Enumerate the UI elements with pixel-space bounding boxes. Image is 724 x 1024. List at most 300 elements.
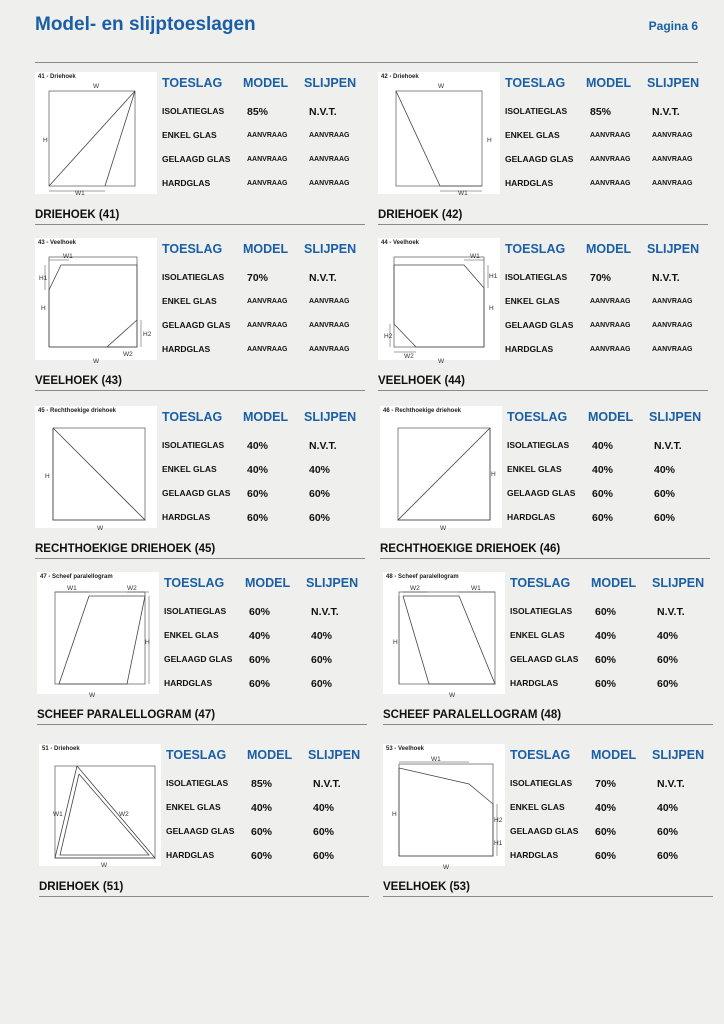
header-model: MODEL <box>243 242 289 256</box>
page-number: Pagina 6 <box>648 19 698 33</box>
shape-caption: SCHEEF PARALELLOGRAM (48) <box>383 709 562 721</box>
dimension-label: W <box>93 358 100 365</box>
shape-drawing <box>383 744 505 871</box>
caption-divider <box>35 390 365 391</box>
model-value: 70% <box>595 778 617 790</box>
model-value: 60% <box>592 512 614 524</box>
shape-card <box>35 72 365 227</box>
shape-diagram <box>378 72 500 197</box>
slijpen-value: 60% <box>657 850 679 862</box>
shape-caption: VEELHOEK (43) <box>35 375 122 387</box>
caption-divider <box>37 724 367 725</box>
dimension-label: W1 <box>431 756 441 763</box>
dimension-label: W2 <box>119 811 129 818</box>
model-value: 60% <box>595 654 617 666</box>
glass-type-label: ENKEL GLAS <box>166 802 221 812</box>
header-toeslag: TOESLAG <box>505 76 566 90</box>
caption-divider <box>380 558 710 559</box>
glass-type-label: ISOLATIEGLAS <box>505 272 568 282</box>
model-value: 60% <box>595 850 617 862</box>
header-toeslag: TOESLAG <box>162 242 223 256</box>
model-value: 60% <box>251 826 273 838</box>
surcharge-row <box>510 802 710 816</box>
surcharge-row <box>162 320 362 334</box>
model-value: 60% <box>251 850 273 862</box>
header-toeslag: TOESLAG <box>164 576 225 590</box>
slijpen-value: AANVRAAG <box>309 346 350 353</box>
surcharge-row <box>505 344 705 358</box>
slijpen-value: 60% <box>309 512 331 524</box>
shape-diagram <box>35 72 157 197</box>
surcharge-table <box>166 744 366 866</box>
dimension-label: W2 <box>123 351 133 358</box>
shape-diagram <box>35 238 157 365</box>
caption-divider <box>378 224 708 225</box>
surcharge-row <box>166 850 366 864</box>
slijpen-value: N.V.T. <box>313 778 341 790</box>
model-value: 60% <box>249 654 271 666</box>
slijpen-value: AANVRAAG <box>652 132 693 139</box>
dimension-label: H1 <box>494 840 503 847</box>
slijpen-value: N.V.T. <box>652 272 680 284</box>
glass-type-label: GELAAGD GLAS <box>162 320 231 330</box>
diagram-title: 53 - Veelhoek <box>386 746 425 752</box>
slijpen-value: 60% <box>311 654 333 666</box>
model-value: 60% <box>595 826 617 838</box>
surcharge-row <box>162 344 362 358</box>
dimension-label: H <box>145 639 150 646</box>
shape-card <box>35 406 365 561</box>
model-value: AANVRAAG <box>247 346 288 353</box>
surcharge-row <box>162 488 362 502</box>
model-value: 60% <box>249 678 271 690</box>
glass-type-label: GELAAGD GLAS <box>510 826 579 836</box>
surcharge-row <box>505 272 705 286</box>
dimension-label: W2 <box>404 353 414 360</box>
dimension-label: W1 <box>458 190 468 197</box>
glass-type-label: GELAAGD GLAS <box>162 154 231 164</box>
surcharge-row <box>507 464 707 478</box>
shape-caption: VEELHOEK (44) <box>378 375 465 387</box>
surcharge-row <box>510 630 710 644</box>
surcharge-table <box>505 72 705 194</box>
surcharge-row <box>505 178 705 192</box>
model-value: 40% <box>592 464 614 476</box>
dimension-label: H <box>45 473 50 480</box>
shape-drawing <box>380 406 502 532</box>
glass-type-label: HARDGLAS <box>166 850 215 860</box>
slijpen-value: N.V.T. <box>309 106 337 118</box>
caption-divider <box>378 390 708 391</box>
model-value: AANVRAAG <box>247 180 288 187</box>
dimension-label: H <box>489 305 494 312</box>
slijpen-value: AANVRAAG <box>309 180 350 187</box>
shape-caption: VEELHOEK (53) <box>383 881 470 893</box>
diagram-title: 43 - Veelhoek <box>38 240 77 246</box>
model-value: 60% <box>595 678 617 690</box>
header-model: MODEL <box>243 76 289 90</box>
surcharge-row <box>505 154 705 168</box>
dimension-label: W <box>89 692 96 699</box>
shape-caption: RECHTHOEKIGE DRIEHOEK (46) <box>380 543 561 555</box>
dimension-label: W1 <box>63 253 73 260</box>
glass-type-label: HARDGLAS <box>164 678 213 688</box>
header-slijpen: SLIJPEN <box>304 242 357 256</box>
surcharge-row <box>505 106 705 120</box>
slijpen-value: 60% <box>657 826 679 838</box>
model-value: AANVRAAG <box>590 156 631 163</box>
dimension-label: W <box>438 83 445 90</box>
diagram-title: 41 - Driehoek <box>38 74 76 80</box>
surcharge-row <box>162 296 362 310</box>
slijpen-value: AANVRAAG <box>309 298 350 305</box>
surcharge-row <box>162 130 362 144</box>
surcharge-row <box>507 440 707 454</box>
surcharge-table <box>507 406 707 528</box>
model-value: AANVRAAG <box>247 322 288 329</box>
surcharge-table <box>510 572 710 694</box>
dimension-label: H2 <box>494 817 503 824</box>
model-value: 60% <box>595 606 617 618</box>
shape-diagram <box>39 744 161 869</box>
shape-drawing <box>378 238 500 365</box>
header-toeslag: TOESLAG <box>510 748 571 762</box>
shape-drawing <box>39 744 161 869</box>
glass-type-label: ISOLATIEGLAS <box>166 778 229 788</box>
model-value: 85% <box>251 778 273 790</box>
caption-divider <box>39 896 369 897</box>
header-model: MODEL <box>245 576 291 590</box>
glass-type-label: ISOLATIEGLAS <box>505 106 568 116</box>
glass-type-label: ENKEL GLAS <box>162 130 217 140</box>
shape-diagram <box>383 572 505 699</box>
surcharge-row <box>162 106 362 120</box>
header-model: MODEL <box>586 76 632 90</box>
surcharge-row <box>164 630 364 644</box>
header-model: MODEL <box>591 748 637 762</box>
caption-divider <box>35 558 365 559</box>
slijpen-value: 40% <box>313 802 335 814</box>
shape-caption: DRIEHOEK (51) <box>39 881 124 893</box>
dimension-label: H <box>393 639 398 646</box>
shape-card <box>35 238 365 393</box>
slijpen-value: AANVRAAG <box>309 156 350 163</box>
glass-type-label: HARDGLAS <box>510 850 559 860</box>
glass-type-label: HARDGLAS <box>505 344 554 354</box>
shape-diagram <box>378 238 500 365</box>
model-value: 60% <box>249 606 271 618</box>
glass-type-label: ISOLATIEGLAS <box>162 272 225 282</box>
slijpen-value: 60% <box>311 678 333 690</box>
slijpen-value: N.V.T. <box>657 606 685 618</box>
diagram-title: 47 - Scheef paralellogram <box>40 574 113 580</box>
header-model: MODEL <box>591 576 637 590</box>
surcharge-table <box>162 406 362 528</box>
surcharge-row <box>510 778 710 792</box>
surcharge-row <box>166 778 366 792</box>
glass-type-label: ISOLATIEGLAS <box>507 440 570 450</box>
dimension-label: W <box>443 864 450 871</box>
glass-type-label: HARDGLAS <box>162 178 211 188</box>
model-value: 40% <box>595 802 617 814</box>
glass-type-label: HARDGLAS <box>505 178 554 188</box>
dimension-label: H <box>41 305 46 312</box>
header-slijpen: SLIJPEN <box>308 748 361 762</box>
shape-diagram <box>380 406 502 532</box>
shape-caption: DRIEHOEK (41) <box>35 209 120 221</box>
surcharge-row <box>166 826 366 840</box>
model-value: AANVRAAG <box>590 298 631 305</box>
shape-drawing <box>383 572 505 699</box>
shape-card <box>383 572 713 727</box>
diagram-title: 42 - Driehoek <box>381 74 419 80</box>
slijpen-value: N.V.T. <box>657 778 685 790</box>
glass-type-label: GELAAGD GLAS <box>507 488 576 498</box>
caption-divider <box>383 724 713 725</box>
surcharge-row <box>505 130 705 144</box>
glass-type-label: ISOLATIEGLAS <box>510 778 573 788</box>
dimension-label: H <box>43 137 48 144</box>
dimension-label: W1 <box>75 190 85 197</box>
header-model: MODEL <box>586 242 632 256</box>
slijpen-value: N.V.T. <box>309 440 337 452</box>
glass-type-label: GELAAGD GLAS <box>505 154 574 164</box>
model-value: 60% <box>247 488 269 500</box>
slijpen-value: 40% <box>657 630 679 642</box>
dimension-label: W <box>440 525 447 532</box>
header-divider <box>35 62 698 63</box>
shape-card <box>39 744 369 899</box>
slijpen-value: 40% <box>657 802 679 814</box>
glass-type-label: ENKEL GLAS <box>164 630 219 640</box>
header-model: MODEL <box>243 410 289 424</box>
dimension-label: H2 <box>143 331 152 338</box>
model-value: 40% <box>592 440 614 452</box>
shape-caption: DRIEHOEK (42) <box>378 209 463 221</box>
header-toeslag: TOESLAG <box>507 410 568 424</box>
shape-caption: SCHEEF PARALELLOGRAM (47) <box>37 709 216 721</box>
surcharge-row <box>505 296 705 310</box>
header-slijpen: SLIJPEN <box>652 576 705 590</box>
header-toeslag: TOESLAG <box>162 76 223 90</box>
model-value: AANVRAAG <box>590 322 631 329</box>
model-value: AANVRAAG <box>247 298 288 305</box>
model-value: 70% <box>247 272 269 284</box>
slijpen-value: N.V.T. <box>309 272 337 284</box>
header-slijpen: SLIJPEN <box>652 748 705 762</box>
slijpen-value: 60% <box>654 512 676 524</box>
glass-type-label: ISOLATIEGLAS <box>164 606 227 616</box>
surcharge-row <box>505 320 705 334</box>
surcharge-table <box>510 744 710 866</box>
glass-type-label: ENKEL GLAS <box>505 130 560 140</box>
slijpen-value: AANVRAAG <box>652 346 693 353</box>
glass-type-label: ENKEL GLAS <box>505 296 560 306</box>
slijpen-value: AANVRAAG <box>652 298 693 305</box>
shape-diagram <box>35 406 157 532</box>
shape-drawing <box>37 572 159 699</box>
surcharge-row <box>507 512 707 526</box>
slijpen-value: 60% <box>309 488 331 500</box>
glass-type-label: ENKEL GLAS <box>507 464 562 474</box>
glass-type-label: GELAAGD GLAS <box>162 488 231 498</box>
header-slijpen: SLIJPEN <box>304 410 357 424</box>
shape-drawing <box>35 406 157 532</box>
slijpen-value: 60% <box>313 826 335 838</box>
model-value: AANVRAAG <box>590 180 631 187</box>
surcharge-row <box>162 272 362 286</box>
model-value: 85% <box>247 106 269 118</box>
model-value: 40% <box>247 440 269 452</box>
header-model: MODEL <box>588 410 634 424</box>
surcharge-row <box>162 512 362 526</box>
model-value: 70% <box>590 272 612 284</box>
shape-diagram <box>37 572 159 699</box>
slijpen-value: N.V.T. <box>652 106 680 118</box>
dimension-label: W1 <box>471 585 481 592</box>
surcharge-row <box>164 678 364 692</box>
header-toeslag: TOESLAG <box>510 576 571 590</box>
slijpen-value: AANVRAAG <box>652 322 693 329</box>
dimension-label: W <box>97 525 104 532</box>
surcharge-table <box>162 238 362 360</box>
header-toeslag: TOESLAG <box>505 242 566 256</box>
slijpen-value: AANVRAAG <box>652 180 693 187</box>
glass-type-label: ENKEL GLAS <box>162 296 217 306</box>
surcharge-row <box>166 802 366 816</box>
header-toeslag: TOESLAG <box>166 748 227 762</box>
glass-type-label: HARDGLAS <box>162 344 211 354</box>
dimension-label: W <box>438 358 445 365</box>
slijpen-value: 40% <box>654 464 676 476</box>
slijpen-value: AANVRAAG <box>309 132 350 139</box>
surcharge-row <box>164 606 364 620</box>
slijpen-value: 60% <box>313 850 335 862</box>
surcharge-row <box>162 178 362 192</box>
dimension-label: W <box>101 862 108 869</box>
slijpen-value: N.V.T. <box>654 440 682 452</box>
surcharge-row <box>507 488 707 502</box>
surcharge-table <box>162 72 362 194</box>
surcharge-table <box>505 238 705 360</box>
dimension-label: H <box>491 471 496 478</box>
surcharge-row <box>510 826 710 840</box>
model-value: AANVRAAG <box>590 346 631 353</box>
slijpen-value: 40% <box>309 464 331 476</box>
dimension-label: W2 <box>410 585 420 592</box>
model-value: AANVRAAG <box>247 156 288 163</box>
glass-type-label: ENKEL GLAS <box>162 464 217 474</box>
header-model: MODEL <box>247 748 293 762</box>
dimension-label: W1 <box>470 253 480 260</box>
glass-type-label: ISOLATIEGLAS <box>162 440 225 450</box>
slijpen-value: AANVRAAG <box>309 322 350 329</box>
glass-type-label: GELAAGD GLAS <box>166 826 235 836</box>
model-value: 85% <box>590 106 612 118</box>
header-toeslag: TOESLAG <box>162 410 223 424</box>
dimension-label: H1 <box>39 275 48 282</box>
dimension-label: W <box>449 692 456 699</box>
surcharge-row <box>162 154 362 168</box>
shape-card <box>378 238 708 393</box>
header-slijpen: SLIJPEN <box>649 410 702 424</box>
dimension-label: W <box>93 83 100 90</box>
glass-type-label: GELAAGD GLAS <box>164 654 233 664</box>
model-value: 40% <box>595 630 617 642</box>
page-title: Model- en slijptoeslagen <box>35 14 256 35</box>
slijpen-value: AANVRAAG <box>652 156 693 163</box>
surcharge-table <box>164 572 364 694</box>
glass-type-label: ISOLATIEGLAS <box>510 606 573 616</box>
model-value: 40% <box>251 802 273 814</box>
shape-card <box>380 406 710 561</box>
shape-card <box>383 744 713 899</box>
dimension-label: W2 <box>127 585 137 592</box>
surcharge-row <box>510 678 710 692</box>
dimension-label: W1 <box>53 811 63 818</box>
header-slijpen: SLIJPEN <box>647 242 700 256</box>
header-slijpen: SLIJPEN <box>306 576 359 590</box>
model-value: 60% <box>247 512 269 524</box>
slijpen-value: 60% <box>657 654 679 666</box>
surcharge-row <box>510 850 710 864</box>
diagram-title: 46 - Rechthoekige driehoek <box>383 408 462 414</box>
shape-diagram <box>383 744 505 871</box>
slijpen-value: N.V.T. <box>311 606 339 618</box>
shape-drawing <box>35 238 157 365</box>
surcharge-row <box>162 440 362 454</box>
surcharge-row <box>162 464 362 478</box>
caption-divider <box>383 896 713 897</box>
glass-type-label: HARDGLAS <box>507 512 556 522</box>
shape-drawing <box>35 72 157 197</box>
glass-type-label: ENKEL GLAS <box>510 802 565 812</box>
model-value: AANVRAAG <box>590 132 631 139</box>
caption-divider <box>35 224 365 225</box>
header-slijpen: SLIJPEN <box>647 76 700 90</box>
dimension-label: W1 <box>67 585 77 592</box>
model-value: 60% <box>592 488 614 500</box>
surcharge-row <box>510 606 710 620</box>
model-value: 40% <box>247 464 269 476</box>
glass-type-label: HARDGLAS <box>162 512 211 522</box>
glass-type-label: GELAAGD GLAS <box>510 654 579 664</box>
shape-card <box>37 572 367 727</box>
surcharge-row <box>164 654 364 668</box>
slijpen-value: 60% <box>657 678 679 690</box>
glass-type-label: HARDGLAS <box>510 678 559 688</box>
shape-drawing <box>378 72 500 197</box>
model-value: 40% <box>249 630 271 642</box>
slijpen-value: 40% <box>311 630 333 642</box>
dimension-label: H1 <box>489 273 498 280</box>
dimension-label: H <box>487 137 492 144</box>
diagram-title: 45 - Rechthoekige driehoek <box>38 408 117 414</box>
diagram-title: 44 - Veelhoek <box>381 240 420 246</box>
shape-card <box>378 72 708 227</box>
header-slijpen: SLIJPEN <box>304 76 357 90</box>
diagram-title: 48 - Scheef paralellogram <box>386 574 459 580</box>
diagram-title: 51 - Driehoek <box>42 746 80 752</box>
shape-caption: RECHTHOEKIGE DRIEHOEK (45) <box>35 543 216 555</box>
slijpen-value: 60% <box>654 488 676 500</box>
glass-type-label: ENKEL GLAS <box>510 630 565 640</box>
glass-type-label: GELAAGD GLAS <box>505 320 574 330</box>
surcharge-row <box>510 654 710 668</box>
glass-type-label: ISOLATIEGLAS <box>162 106 225 116</box>
dimension-label: H2 <box>384 333 393 340</box>
model-value: AANVRAAG <box>247 132 288 139</box>
